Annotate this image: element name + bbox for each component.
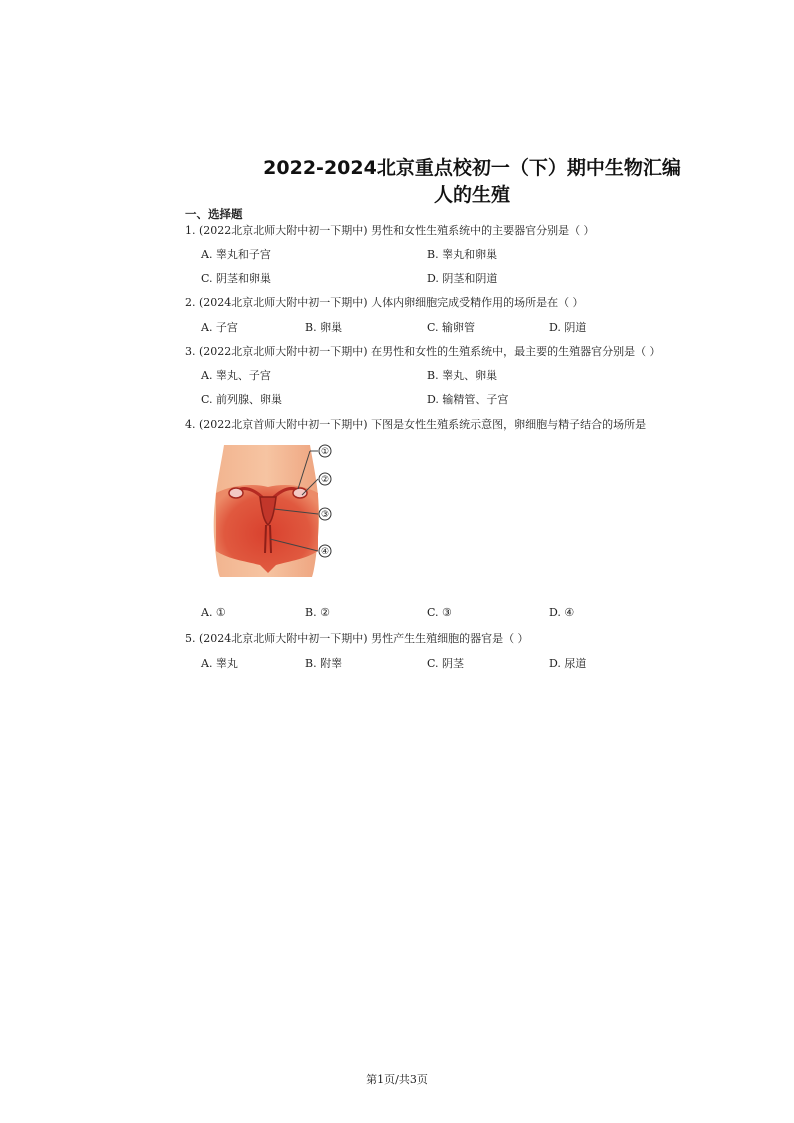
question-1-option-c: C. 阴茎和卵巢 <box>201 272 272 285</box>
question-2-option-d: D. 阴道 <box>549 321 587 334</box>
question-5-option-d: D. 尿道 <box>549 657 587 670</box>
question-4-option-a: A. ① <box>201 606 226 619</box>
left-ovary <box>229 488 243 498</box>
question-1-stem: 1. (2022北京北师大附中初一下期中) 男性和女性生殖系统中的主要器官分别是（ ） <box>185 224 595 237</box>
question-4-option-c: C. ③ <box>427 606 452 619</box>
question-2-stem: 2. (2024北京北师大附中初一下期中) 人体内卵细胞完成受精作用的场所是在（ ） <box>185 296 584 309</box>
question-5-option-c: C. 阴茎 <box>427 657 465 670</box>
question-3-stem: 3. (2022北京北师大附中初一下期中) 在男性和女性的生殖系统中，最主要的生殖器官分别是（ ） <box>185 345 661 358</box>
female-reproductive-system-figure <box>212 441 352 577</box>
document-subtitle: 人的生殖 <box>433 184 510 206</box>
figure-label-4: ④ <box>320 547 330 557</box>
section-heading: 一、选择题 <box>185 207 243 221</box>
question-1-option-b: B. 睾丸和卵巢 <box>427 248 498 261</box>
question-2-option-a: A. 子宫 <box>201 321 238 334</box>
question-1-option-d: D. 阴茎和阴道 <box>427 272 498 285</box>
question-3-option-c: C. 前列腺、卵巢 <box>201 393 283 406</box>
question-1-option-a: A. 睾丸和子宫 <box>201 248 271 261</box>
question-4-option-b: B. ② <box>305 606 330 619</box>
question-2-option-c: C. 输卵管 <box>427 321 476 334</box>
figure-label-3: ③ <box>320 510 330 520</box>
question-3-option-a: A. 睾丸、子宫 <box>201 369 271 382</box>
question-4-stem: 4. (2022北京首师大附中初一下期中) 下图是女性生殖系统示意图，卵细胞与精子结合的场所是 <box>185 418 647 431</box>
figure-label-1: ① <box>320 447 330 457</box>
right-ovary <box>293 488 307 498</box>
question-5-option-a: A. 睾丸 <box>201 657 238 670</box>
question-3-option-b: B. 睾丸、卵巢 <box>427 369 498 382</box>
question-3-option-d: D. 输精管、子宫 <box>427 393 509 406</box>
document-title: 2022-2024北京重点校初一（下）期中生物汇编 <box>263 157 681 179</box>
question-5-option-b: B. 附睾 <box>305 657 343 670</box>
question-4-option-d: D. ④ <box>549 606 575 619</box>
question-5-stem: 5. (2024北京北师大附中初一下期中) 男性产生生殖细胞的器官是（ ） <box>185 632 529 645</box>
figure-label-2: ② <box>320 475 330 485</box>
question-2-option-b: B. 卵巢 <box>305 321 343 334</box>
page-footer: 第1页/共3页 <box>366 1073 428 1086</box>
